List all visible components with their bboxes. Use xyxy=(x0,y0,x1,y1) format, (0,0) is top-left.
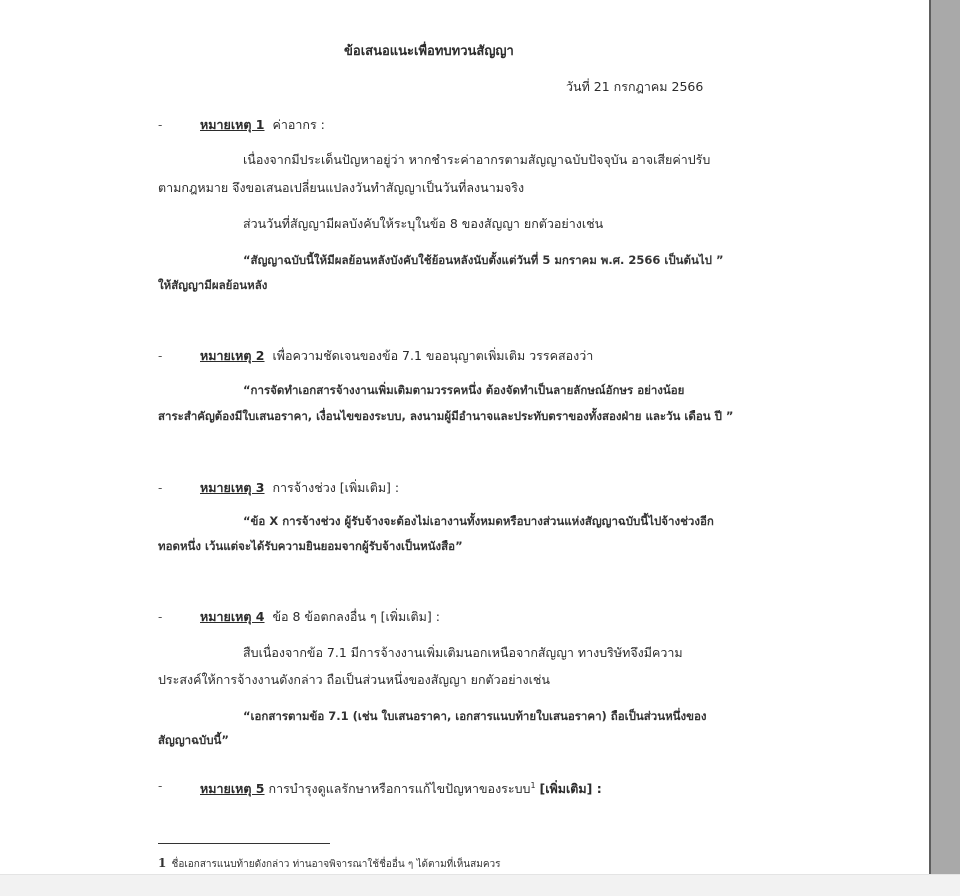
note-1-header xyxy=(200,117,325,133)
footnote xyxy=(158,856,501,872)
note-5-header xyxy=(200,778,602,797)
note-4-para-1-line-1: สืบเนื่องจากข้อ 7.1 มีการจ้างงานเพิ่มเติมนอกเหนือจากสัญญา ทางบริษัทจึงมีความ xyxy=(243,645,683,660)
note-3-header xyxy=(200,480,399,496)
note-4-quote-line-1: “เอกสารตามข้อ 7.1 (เช่น ใบเสนอราคา, เอกสารแนบท้ายใบเสนอราคา) ถือเป็นส่วนหนึ่งของ xyxy=(243,709,707,723)
note-5-heading-suffix: [เพิ่มเติม] : xyxy=(539,781,602,797)
note-3-heading: การจ้างช่วง [เพิ่มเติม] : xyxy=(272,480,400,495)
note-2-heading: เพื่อความชัดเจนของข้อ 7.1 ขออนุญาตเพิ่มเติม วรรคสองว่า xyxy=(272,348,594,363)
viewer-bottom-bar xyxy=(0,874,960,896)
note-1-para-2-line-1: ส่วนวันที่สัญญามีผลบังคับให้ระบุในข้อ 8 ของสัญญา ยกตัวอย่างเช่น xyxy=(243,216,604,231)
note-1-para-1-line-2: ตามกฎหมาย จึงขอเสนอเปลี่ยนแปลงวันทำสัญญาเป็นวันที่ลงนามจริง xyxy=(158,180,525,195)
bullet-dash: - xyxy=(158,481,163,495)
note-3-label: หมายเหตุ 3 xyxy=(200,480,265,495)
document-date: วันที่ 21 กรกฎาคม 2566 xyxy=(566,79,704,94)
note-2-quote-line-1: “การจัดทำเอกสารจ้างงานเพิ่มเติมตามวรรคหนึ่ง ต้องจัดทำเป็นลายลักษณ์อักษร อย่างน้อย xyxy=(243,383,685,397)
bullet-dash: - xyxy=(158,610,163,624)
note-4-para-1-line-2: ประสงค์ให้การจ้างงานดังกล่าว ถือเป็นส่วนหนึ่งของสัญญา ยกตัวอย่างเช่น xyxy=(158,672,550,687)
note-4-header xyxy=(200,609,440,625)
footnote-ref[interactable]: 1 xyxy=(530,781,536,790)
note-4-label: หมายเหตุ 4 xyxy=(200,609,265,624)
note-1-heading: ค่าอากร : xyxy=(272,117,325,132)
viewer-side-panel xyxy=(929,0,960,874)
note-1-para-1-line-1: เนื่องจากมีประเด็นปัญหาอยู่ว่า หากชำระค่าอากรตามสัญญาฉบับปัจจุบัน อาจเสียค่าปรับ xyxy=(243,152,711,167)
bullet-dash: - xyxy=(158,349,163,363)
footnote-divider xyxy=(158,843,330,844)
note-1-quote-line-1: “สัญญาฉบับนี้ให้มีผลย้อนหลังบังคับใช้ย้อนหลังนับตั้งแต่วันที่ 5 มกราคม พ.ศ. 2566 เป็นต้นไป ” xyxy=(243,253,724,267)
note-5-heading: การบำรุงดูแลรักษาหรือการแก้ไขปัญหาของระบบ xyxy=(268,781,531,797)
bullet-dash: - xyxy=(158,779,163,793)
note-3-quote-line-1: “ข้อ X การจ้างช่วง ผู้รับจ้างจะต้องไม่เอางานทั้งหมดหรือบางส่วนแห่งสัญญาฉบับนี้ไปจ้างช่วงอีก xyxy=(243,514,714,528)
note-4-heading: ข้อ 8 ข้อตกลงอื่น ๆ [เพิ่มเติม] : xyxy=(272,609,440,624)
bullet-dash: - xyxy=(158,118,163,132)
note-1-quote-line-2: ให้สัญญามีผลย้อนหลัง xyxy=(158,278,268,292)
note-1-label: หมายเหตุ 1 xyxy=(200,117,265,132)
note-2-header xyxy=(200,348,593,364)
note-4-quote-line-2: สัญญาฉบับนี้” xyxy=(158,733,229,747)
note-2-quote-line-2: สาระสำคัญต้องมีใบเสนอราคา, เงื่อนไขของระบบ, ลงนามผู้มีอำนาจและประทับตราของทั้งสองฝ่าย และวัน เดือน ปี ” xyxy=(158,409,734,423)
note-5-label: หมายเหตุ 5 xyxy=(200,781,265,797)
note-3-quote-line-2: ทอดหนึ่ง เว้นแต่จะได้รับความยินยอมจากผู้รับจ้างเป็นหนังสือ” xyxy=(158,539,463,553)
document-title: ข้อเสนอแนะเพื่อทบทวนสัญญา xyxy=(344,44,514,59)
footnote-number: 1 xyxy=(158,856,167,870)
footnote-text: ชื่อเอกสารแนบท้ายดังกล่าว ท่านอาจพิจารณาใช้ชื่ออื่น ๆ ได้ตามที่เห็นสมควร xyxy=(171,859,501,870)
note-2-label: หมายเหตุ 2 xyxy=(200,348,265,363)
